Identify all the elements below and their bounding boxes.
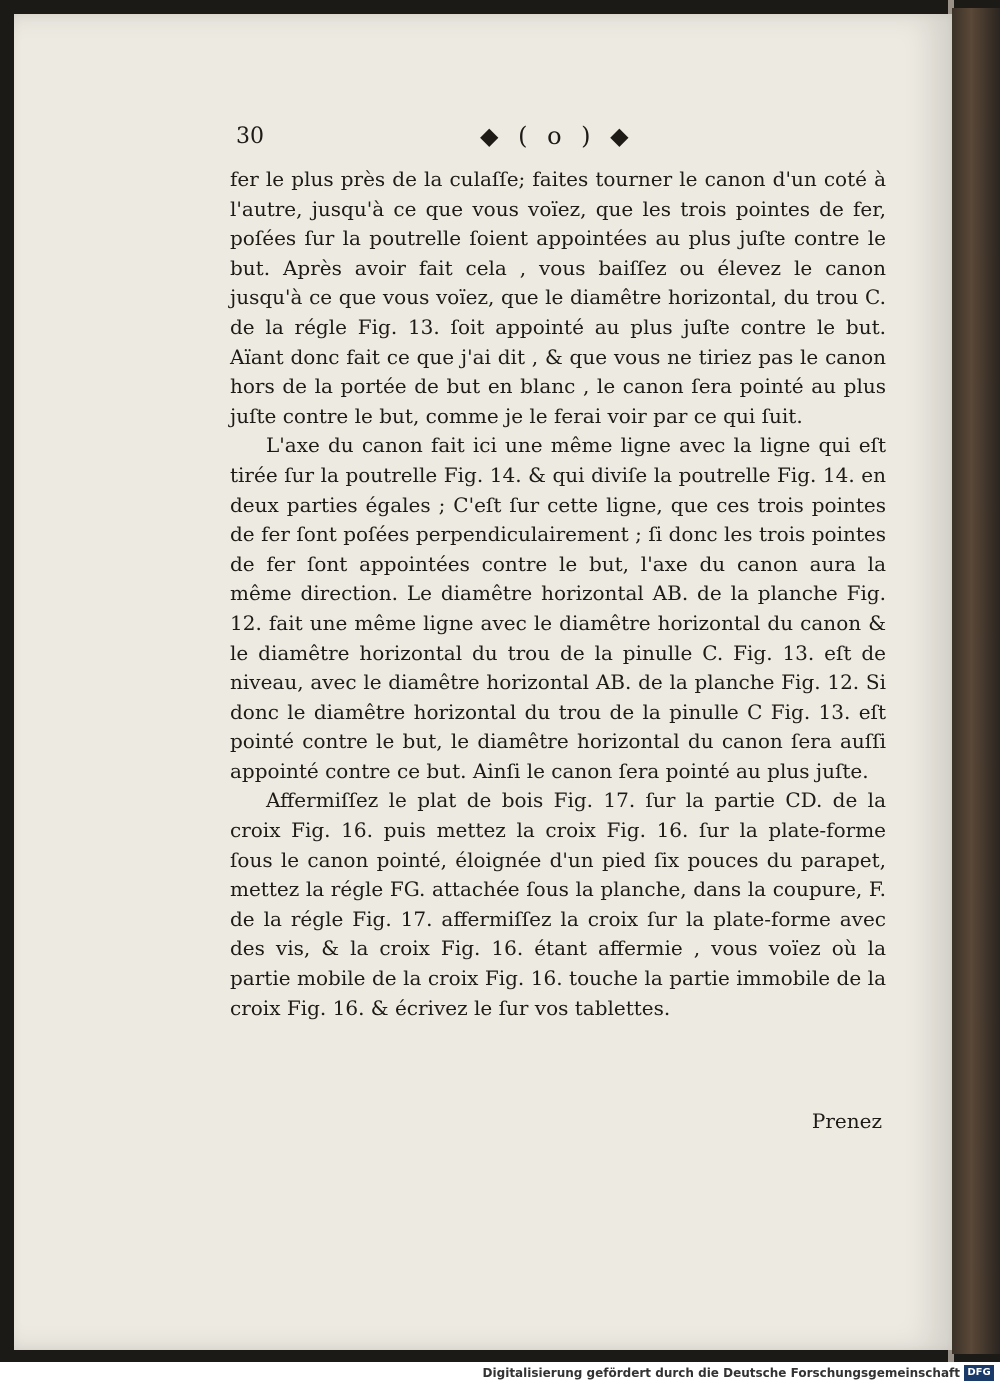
book-edge [952,8,1000,1354]
catchword: Prenez [811,1109,882,1133]
paragraph-1: fer le plus près de la culaſſe; faites tourner le canon d'un coté à l'autre, jusqu'à ce que vous voïez, que les trois pointes de fer, poſées ſur la poutrelle ſoient appointées au plus juſte contre le but. Après avoir fait cela , vous baiſſez ou élevez le canon jusqu'à ce que vous voïez, que le diamêtre horizontal, du trou C. de la régle Fig. 13. ſoit appointé au plus juſte contre le but. Aïant donc fait ce que j'ai dit , & que vous ne tiriez pas le canon hors de la portée de but en blanc , le canon ſera pointé au plus juſte contre le but, comme je le ferai voir par ce qui ſuit. [230,167,886,428]
page-number: 30 [236,124,264,149]
dfg-logo-icon: DFG [964,1365,994,1381]
paragraph-3: Affermiſſez le plat de bois Fig. 17. ſur la partie CD. de la croix Fig. 16. puis mettez la croix Fig. 16. ſur la plate-forme ſous le canon pointé, éloignée d'un pied ſix pouces du parapet, mettez la régle FG. attachée ſous la planche, dans la coupure, F. de la régle Fig. 17. affermiſſez la croix ſur la plate-forme avec des vis, & la croix Fig. 16. étant affermie , vous voïez où la partie mobile de la croix Fig. 16. touche la partie immobile de la croix Fig. 16. & écrivez le ſur vos tablettes. [230,788,886,1020]
paragraph-2: L'axe du canon fait ici une même ligne avec la ligne qui eſt tirée ſur la poutrelle Fig. 14. & qui diviſe la poutrelle Fig. 14. en deux parties égales ; C'eſt ſur cette ligne, que ces trois pointes de fer ſont poſées perpendiculairement ; ſi donc les trois pointes de fer ſont appointées contre le but, l'axe du canon aura la même direction. Le diamêtre horizontal AB. de la planche Fig. 12. fait une même ligne avec le diamêtre horizontal du canon & le diamêtre horizontal du trou de la pinulle C. Fig. 13. eſt de niveau, avec le diamêtre horizontal AB. de la planche Fig. 12. Si donc le diamêtre horizontal du trou de la pinulle C Fig. 13. eſt pointé contre le but, le diamêtre horizontal du canon ſera auſſi appointé contre ce but. Ainſi le canon ſera pointé au plus juſte. [230,433,886,783]
body-text [230,165,886,1023]
page-header [222,122,882,158]
header-ornament: ◆ ( o ) ◆ [480,122,635,150]
footer-bar [0,1362,1000,1386]
footer-credit: Digitalisierung gefördert durch die Deutsche Forschungsgemeinschaft [482,1366,960,1380]
